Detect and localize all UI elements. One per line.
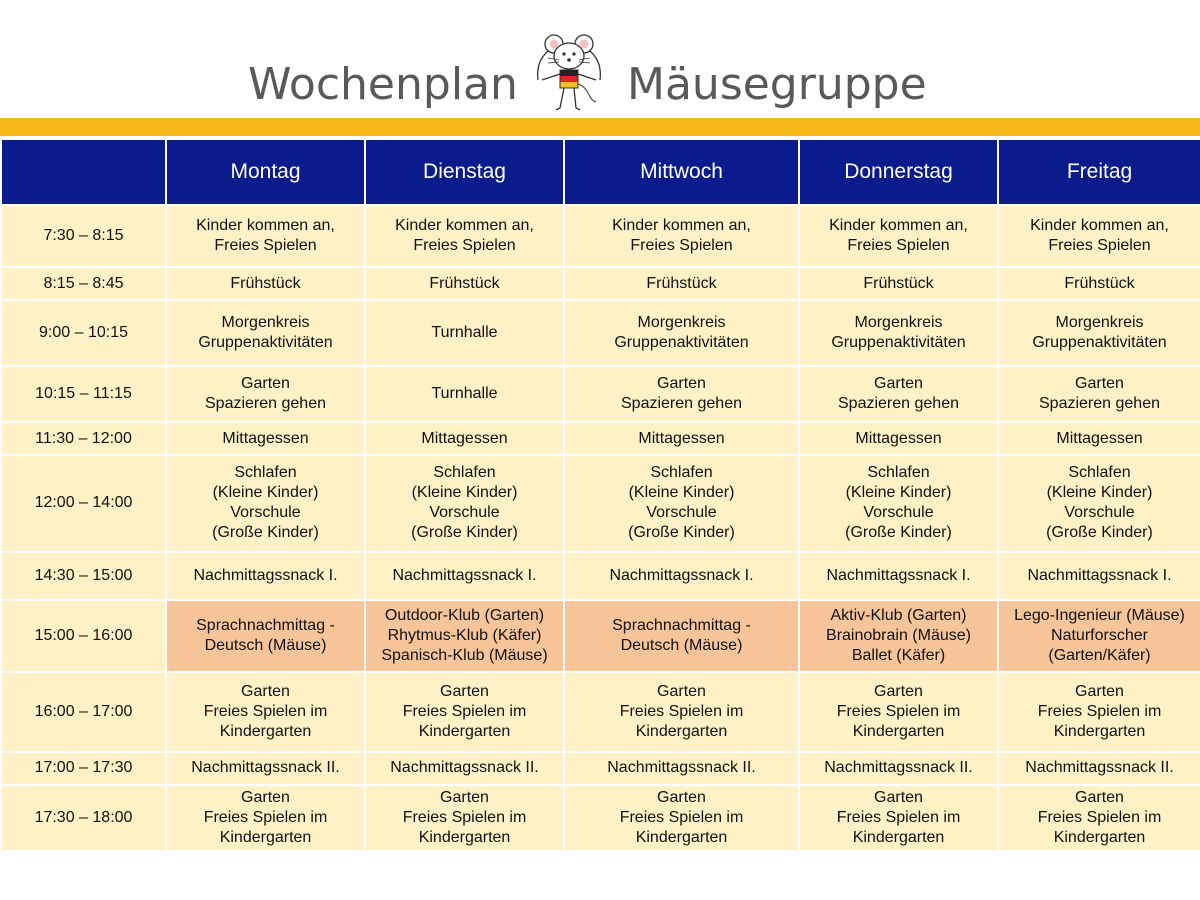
activity-cell: Garten Spazieren gehen (799, 366, 998, 422)
activity-cell: Outdoor-Klub (Garten) Rhytmus-Klub (Käfer) Spanisch-Klub (Mäuse) (365, 600, 564, 672)
time-slot-cell: 11:30 – 12:00 (1, 422, 166, 455)
activity-cell: Nachmittagssnack II. (564, 752, 799, 785)
header-row (1, 139, 1200, 205)
activity-cell: Frühstück (998, 267, 1200, 300)
table-row (1, 300, 1200, 366)
activity-cell: Garten Freies Spielen im Kindergarten (799, 672, 998, 752)
activity-cell: Turnhalle (365, 366, 564, 422)
activity-cell: Morgenkreis Gruppenaktivitäten (799, 300, 998, 366)
table-row (1, 752, 1200, 785)
activity-cell: Garten Freies Spielen im Kindergarten (564, 785, 799, 851)
activity-cell: Nachmittagssnack I. (564, 552, 799, 600)
activity-cell: Garten Spazieren gehen (166, 366, 365, 422)
activity-cell: Frühstück (799, 267, 998, 300)
activity-cell: Frühstück (365, 267, 564, 300)
activity-cell: Nachmittagssnack I. (998, 552, 1200, 600)
table-row (1, 552, 1200, 600)
day-header: Donnerstag (799, 139, 998, 205)
page-title-right: Mäusegruppe (627, 59, 927, 110)
mouse-mascot-icon (524, 22, 614, 122)
table-row (1, 267, 1200, 300)
activity-cell: Mittagessen (166, 422, 365, 455)
activity-cell: Morgenkreis Gruppenaktivitäten (564, 300, 799, 366)
activity-cell: Sprachnachmittag - Deutsch (Mäuse) (564, 600, 799, 672)
time-slot-cell: 17:00 – 17:30 (1, 752, 166, 785)
time-slot-cell: 8:15 – 8:45 (1, 267, 166, 300)
activity-cell: Mittagessen (799, 422, 998, 455)
activity-cell: Nachmittagssnack I. (166, 552, 365, 600)
activity-cell: Schlafen (Kleine Kinder) Vorschule (Große Kinder) (166, 455, 365, 551)
activity-cell: Garten Freies Spielen im Kindergarten (564, 672, 799, 752)
activity-cell: Nachmittagssnack II. (799, 752, 998, 785)
schedule-table (0, 138, 1200, 852)
day-header: Montag (166, 139, 365, 205)
activity-cell: Mittagessen (998, 422, 1200, 455)
activity-cell: Frühstück (166, 267, 365, 300)
day-header: Dienstag (365, 139, 564, 205)
activity-cell: Nachmittagssnack I. (799, 552, 998, 600)
activity-cell: Sprachnachmittag - Deutsch (Mäuse) (166, 600, 365, 672)
activity-cell: Garten Freies Spielen im Kindergarten (799, 785, 998, 851)
time-slot-cell: 14:30 – 15:00 (1, 552, 166, 600)
activity-cell: Schlafen (Kleine Kinder) Vorschule (Große Kinder) (998, 455, 1200, 551)
activity-cell: Morgenkreis Gruppenaktivitäten (166, 300, 365, 366)
table-row (1, 422, 1200, 455)
activity-cell: Schlafen (Kleine Kinder) Vorschule (Große Kinder) (799, 455, 998, 551)
activity-cell: Turnhalle (365, 300, 564, 366)
activity-cell: Kinder kommen an, Freies Spielen (799, 205, 998, 267)
table-row (1, 205, 1200, 267)
activity-cell: Morgenkreis Gruppenaktivitäten (998, 300, 1200, 366)
activity-cell: Nachmittagssnack II. (998, 752, 1200, 785)
activity-cell: Garten Spazieren gehen (564, 366, 799, 422)
activity-cell: Nachmittagssnack II. (365, 752, 564, 785)
activity-cell: Garten Freies Spielen im Kindergarten (166, 672, 365, 752)
activity-cell: Kinder kommen an, Freies Spielen (564, 205, 799, 267)
table-row (1, 455, 1200, 551)
time-slot-cell: 17:30 – 18:00 (1, 785, 166, 851)
activity-cell: Kinder kommen an, Freies Spielen (998, 205, 1200, 267)
activity-cell: Mittagessen (564, 422, 799, 455)
activity-cell: Garten Freies Spielen im Kindergarten (998, 672, 1200, 752)
activity-cell: Kinder kommen an, Freies Spielen (365, 205, 564, 267)
activity-cell: Garten Spazieren gehen (998, 366, 1200, 422)
table-row (1, 600, 1200, 672)
activity-cell: Kinder kommen an, Freies Spielen (166, 205, 365, 267)
activity-cell: Schlafen (Kleine Kinder) Vorschule (Große Kinder) (365, 455, 564, 551)
activity-cell: Frühstück (564, 267, 799, 300)
table-row (1, 366, 1200, 422)
activity-cell: Garten Freies Spielen im Kindergarten (166, 785, 365, 851)
activity-cell: Nachmittagssnack II. (166, 752, 365, 785)
time-slot-cell: 7:30 – 8:15 (1, 205, 166, 267)
activity-cell: Garten Freies Spielen im Kindergarten (365, 672, 564, 752)
activity-cell: Schlafen (Kleine Kinder) Vorschule (Große Kinder) (564, 455, 799, 551)
day-header: Mittwoch (564, 139, 799, 205)
time-slot-cell: 12:00 – 14:00 (1, 455, 166, 551)
time-slot-cell: 16:00 – 17:00 (1, 672, 166, 752)
accent-bar (0, 118, 1200, 136)
activity-cell: Mittagessen (365, 422, 564, 455)
day-header: Freitag (998, 139, 1200, 205)
activity-cell: Lego-Ingenieur (Mäuse) Naturforscher (Garten/Käfer) (998, 600, 1200, 672)
activity-cell: Nachmittagssnack I. (365, 552, 564, 600)
activity-cell: Garten Freies Spielen im Kindergarten (365, 785, 564, 851)
time-slot-cell: 10:15 – 11:15 (1, 366, 166, 422)
activity-cell: Aktiv-Klub (Garten) Brainobrain (Mäuse) Ballet (Käfer) (799, 600, 998, 672)
corner-cell (1, 139, 166, 205)
table-row (1, 672, 1200, 752)
page-title-left: Wochenplan (248, 59, 518, 110)
table-row (1, 785, 1200, 851)
time-slot-cell: 15:00 – 16:00 (1, 600, 166, 672)
time-slot-cell: 9:00 – 10:15 (1, 300, 166, 366)
activity-cell: Garten Freies Spielen im Kindergarten (998, 785, 1200, 851)
